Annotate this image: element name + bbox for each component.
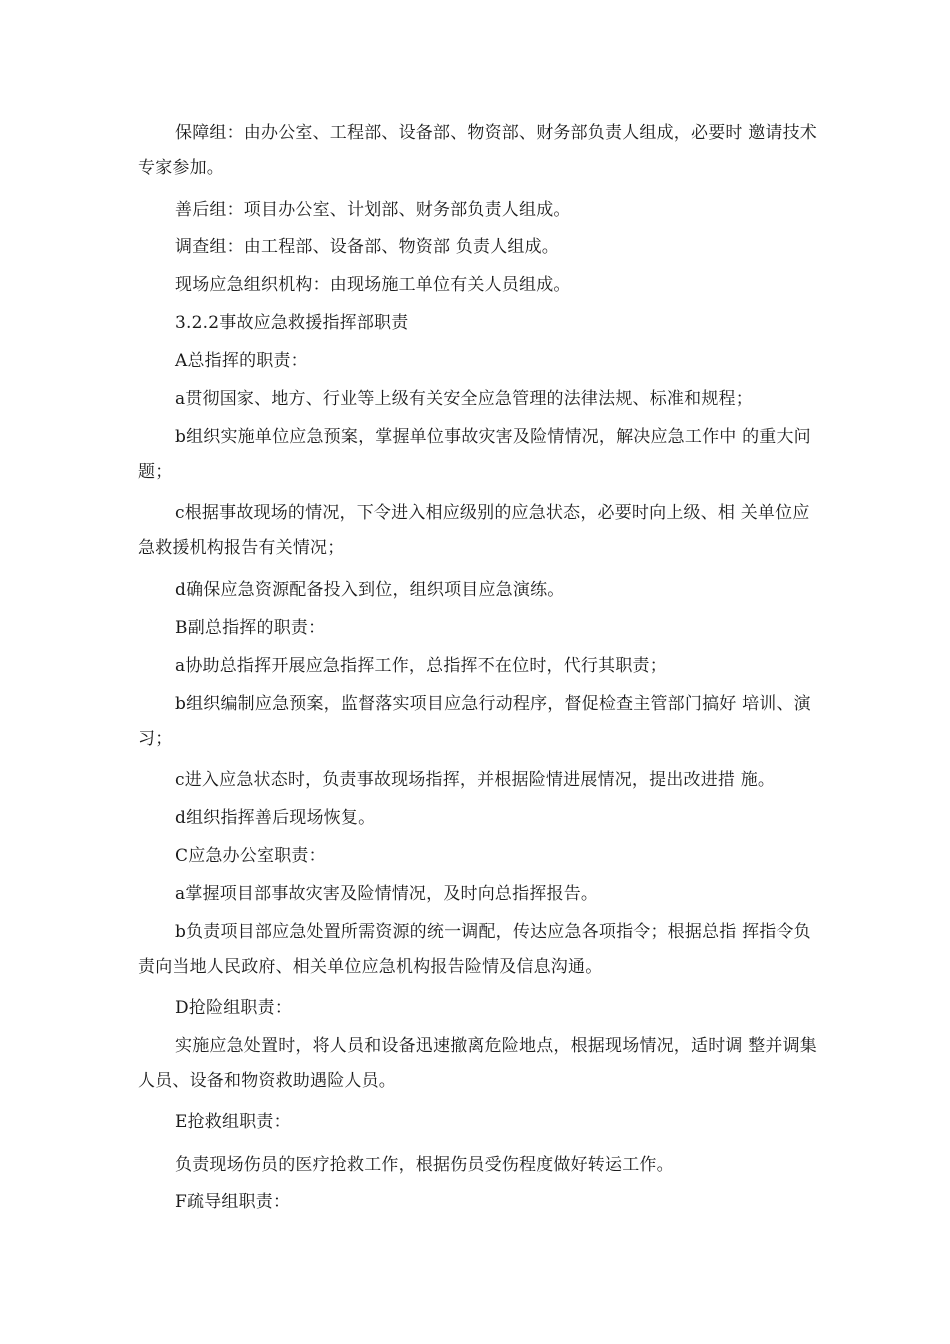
paragraph-onsite-organization: 现场应急组织机构：由现场施工单位有关人员组成。 [175, 275, 571, 295]
paragraph-aftermath-group: 善后组：项目办公室、计划部、财务部负责人组成。 [175, 200, 571, 220]
heading-rescue-team-duties: D抢险组职责： [175, 998, 293, 1018]
paragraph-deputy-c: c进入应急状态时，负责事故现场指挥，并根据险情进展情况，提出改进措 施。 [175, 770, 776, 790]
paragraph-commander-a: a贯彻国家、地方、行业等上级有关安全应急管理的法律法规、标准和规程； [175, 389, 753, 409]
heading-evacuation-team-duties: F疏导组职责： [175, 1192, 291, 1212]
section-heading-3-2-2: 3.2.2事故应急救援指挥部职责 [175, 313, 409, 333]
heading-commander-duties: A总指挥的职责： [175, 351, 308, 371]
paragraph-rescue-team: 实施应急处置时，将人员和设备迅速撤离危险地点，根据现场情况，适时调 整并调集人员、设备和物资救助遇险人员。 [138, 1036, 818, 1091]
paragraph-commander-c: c根据事故现场的情况，下令进入相应级别的应急状态，必要时向上级、相 关单位应急救援机构报告有关情况； [138, 503, 810, 558]
heading-medical-team-duties: E抢救组职责： [175, 1112, 291, 1132]
heading-deputy-commander-duties: B副总指挥的职责： [175, 618, 326, 638]
paragraph-office-a: a掌握项目部事故灾害及险情情况，及时向总指挥报告。 [175, 884, 599, 904]
paragraph-support-group: 保障组：由办公室、工程部、设备部、物资部、财务部负责人组成，必要时 邀请技术专家参加。 [138, 123, 818, 178]
heading-emergency-office-duties: C应急办公室职责： [175, 846, 326, 866]
paragraph-office-b: b负责项目部应急处置所需资源的统一调配，传达应急各项指令；根据总指 挥指令负责向当地人民政府、相关单位应急机构报告险情及信息沟通。 [138, 922, 811, 977]
paragraph-deputy-d: d组织指挥善后现场恢复。 [175, 808, 376, 828]
paragraph-commander-d: d确保应急资源配备投入到位，组织项目应急演练。 [175, 580, 565, 600]
paragraph-medical-team: 负责现场伤员的医疗抢救工作，根据伤员受伤程度做好转运工作。 [175, 1155, 674, 1175]
paragraph-commander-b: b组织实施单位应急预案，掌握单位事故灾害及险情情况，解决应急工作中 的重大问题； [138, 427, 811, 482]
paragraph-investigation-group: 调查组：由工程部、设备部、物资部 负责人组成。 [175, 237, 560, 257]
paragraph-deputy-b: b组织编制应急预案，监督落实项目应急行动程序，督促检查主管部门搞好 培训、演习； [138, 694, 811, 749]
paragraph-deputy-a: a协助总指挥开展应急指挥工作，总指挥不在位时，代行其职责； [175, 656, 667, 676]
